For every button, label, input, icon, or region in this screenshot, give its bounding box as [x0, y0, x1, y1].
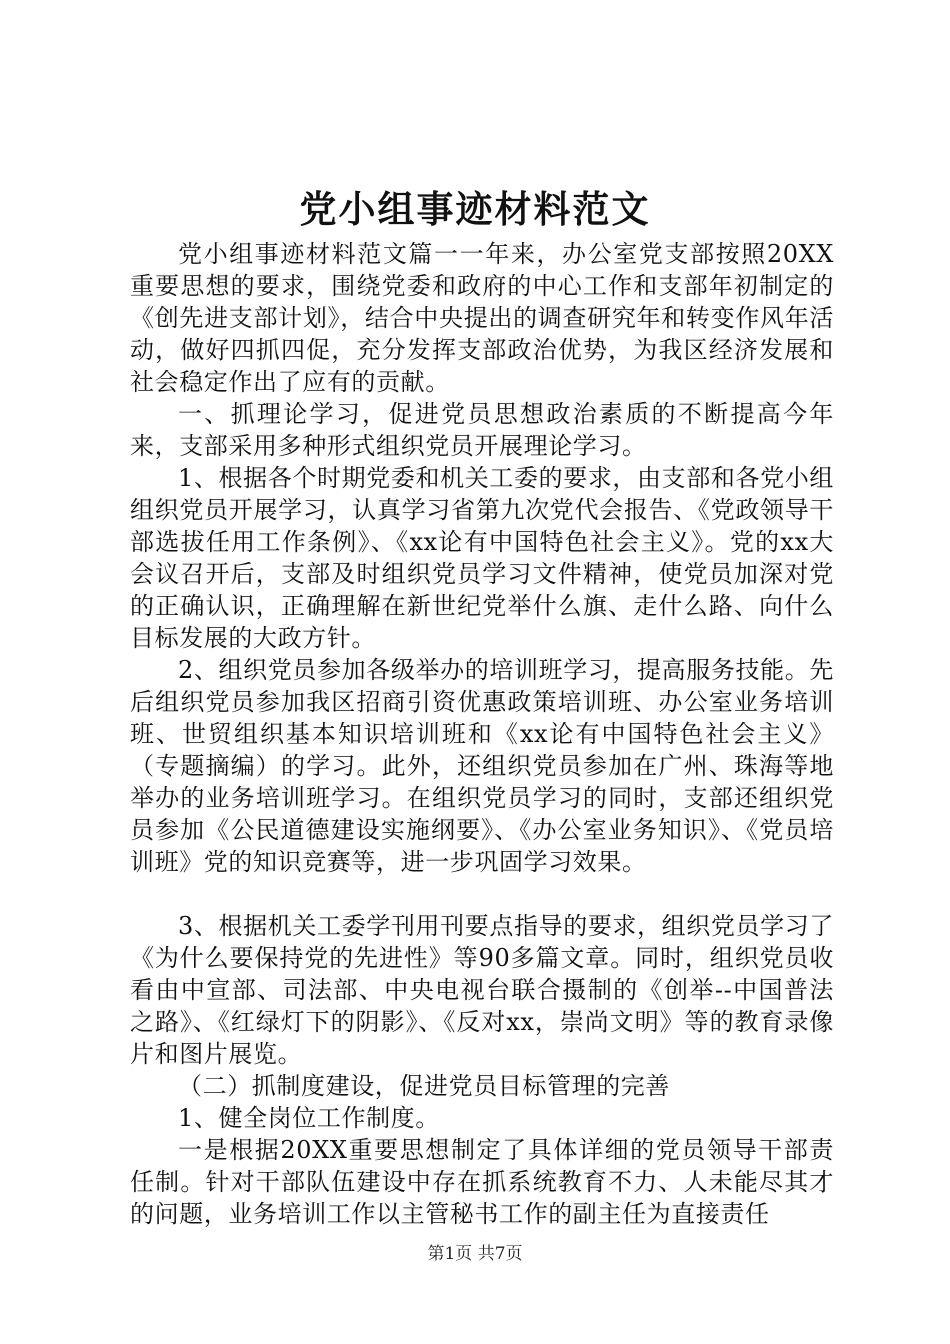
paragraph-item-2: 2、组织党员参加各级举办的培训班学习，提高服务技能。先后组织党员参加我区招商引资优惠政策培训班、办公室业务培训班、世贸组织基本知识培训班和《xx论有中国特色社会主义》（专题摘编）的学习。此外，还组织党员参加在广州、珠海等地举办的业务培训班学习。在组织党员学习的同时，支部还组织党员参加《公民道德建设实施纲要》、《办公室业务知识》、《党员培训班》党的知识竞赛等，进一步巩固学习效果。	[130, 656, 834, 876]
paragraph-section-2-heading: （二）抓制度建设，促进党员目标管理的完善	[178, 1072, 670, 1100]
paragraph-item-1: 1、根据各个时期党委和机关工委的要求，由支部和各党小组组织党员开展学习，认真学习省第九次党代会报告、《党政领导干部选拔任用工作条例》、《xx论有中国特色社会主义》。党的xx大会议召开后，支部及时组织党员学习文件精神，使党员加深对党的正确认识，正确理解在新世纪党举什么旗、走什么路、向什么目标发展的大政方针。	[130, 464, 834, 652]
paragraph-item-3: 3、根据机关工委学刊用刊要点指导的要求，组织党员学习了《为什么要保持党的先进性》等90多篇文章。同时，组织党员收看由中宣部、司法部、中央电视台联合摄制的《创举--中国普法之路》、《红绿灯下的阴影》、《反对xx，崇尚文明》等的教育录像片和图片展览。	[130, 912, 834, 1068]
document-body	[130, 238, 834, 1230]
paragraph-subitem-1-detail: 一是根据20XX重要思想制定了具体详细的党员领导干部责任制。针对干部队伍建设中存在抓系统教育不力、人未能尽其才的问题，业务培训工作以主管秘书工作的副主任为直接责任	[130, 1136, 834, 1228]
page-footer: 第1页 共7页	[427, 1244, 523, 1264]
paragraph-intro: 党小组事迹材料范文篇一一年来，办公室党支部按照20XX重要思想的要求，围绕党委和政府的中心工作和支部年初制定的《创先进支部计划》，结合中央提出的调查研究年和转变作风年活动，做好四抓四促，充分发挥支部政治优势，为我区经济发展和社会稳定作出了应有的贡献。	[130, 240, 834, 396]
paragraph-subitem-1: 1、健全岗位工作制度。	[178, 1104, 440, 1132]
paragraph-section-1-heading: 一、抓理论学习，促进党员思想政治素质的不断提高今年来，支部采用多种形式组织党员开展理论学习。	[130, 400, 834, 460]
document-title: 党小组事迹材料范文	[299, 187, 651, 231]
